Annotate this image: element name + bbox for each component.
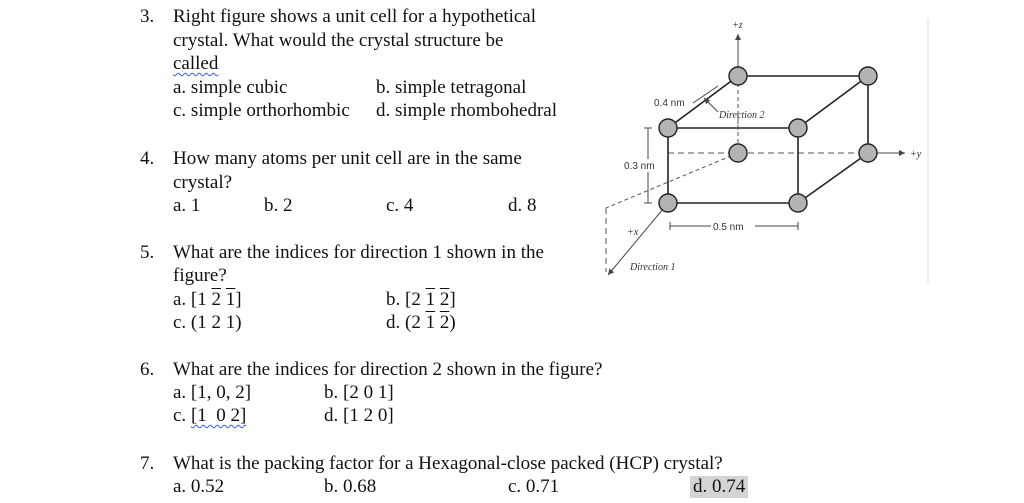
- x-axis-label: +x: [627, 227, 639, 238]
- unit-cell-figure: [590, 10, 930, 285]
- q7-option-c: c. 0.71: [508, 476, 560, 497]
- q5-option-d: d. (2 1 2): [386, 312, 456, 333]
- q3-option-a: a. simple cubic: [173, 77, 288, 98]
- q3-option-b: b. simple tetragonal: [376, 77, 527, 98]
- q3-option-c: c. simple orthorhombic: [173, 100, 350, 121]
- y-axis-label: +y: [910, 149, 922, 160]
- q4-option-a: a. 1: [173, 195, 201, 216]
- q7-option-b: b. 0.68: [324, 476, 377, 497]
- q7-number: 7.: [140, 453, 155, 474]
- atoms: [659, 67, 877, 212]
- q5-text-line2: figure?: [173, 265, 227, 286]
- atom: [729, 144, 747, 162]
- direction-2-label: Direction 2: [719, 110, 765, 121]
- q4-text-line2: crystal?: [173, 172, 233, 193]
- q5-text-line1: What are the indices for direction 1 shown in the: [173, 242, 544, 263]
- dim-left-label: 0.3 nm: [624, 161, 655, 172]
- dim-bottom-label: 0.5 nm: [713, 222, 744, 233]
- q6-text-line1: What are the indices for direction 2 shown in the figure?: [173, 359, 603, 380]
- atom: [859, 67, 877, 85]
- q6-option-d: d. [1 2 0]: [324, 405, 394, 426]
- atom: [789, 119, 807, 137]
- q4-option-d: d. 8: [508, 195, 537, 216]
- z-axis-label: +z: [732, 20, 743, 31]
- q6-number: 6.: [140, 359, 155, 380]
- q3-text-line1: Right figure shows a unit cell for a hypothetical: [173, 6, 537, 27]
- q6-option-a: a. [1, 0, 2]: [173, 382, 252, 403]
- cell-edges: [668, 76, 868, 203]
- atom: [729, 67, 747, 85]
- atom: [789, 194, 807, 212]
- q7-option-a: a. 0.52: [173, 476, 225, 497]
- atom: [659, 194, 677, 212]
- q7-option-d: d. 0.74: [690, 476, 748, 498]
- q4-text-line1: How many atoms per unit cell are in the same: [173, 148, 522, 169]
- q3-text-line3: called: [173, 53, 219, 74]
- q5-option-a: a. [1 2 1]: [173, 289, 242, 310]
- dim-top-label: 0.4 nm: [654, 98, 685, 109]
- atom: [859, 144, 877, 162]
- q5-option-c: c. (1 2 1): [173, 312, 242, 333]
- direction-1-label: Direction 1: [630, 262, 676, 273]
- q6-option-c: c. [1 0 2]: [173, 405, 247, 426]
- q5-number: 5.: [140, 242, 155, 263]
- q4-number: 4.: [140, 148, 155, 169]
- q7-text-line1: What is the packing factor for a Hexagonal-close packed (HCP) crystal?: [173, 453, 723, 474]
- q4-option-b: b. 2: [264, 195, 293, 216]
- direction-2-arrow: [704, 98, 718, 112]
- q3-option-d: d. simple rhombohedral: [376, 100, 557, 121]
- q3-number: 3.: [140, 6, 155, 27]
- q5-option-b: b. [2 1 2]: [386, 289, 456, 310]
- atom: [659, 119, 677, 137]
- q6-option-b: b. [2 0 1]: [324, 382, 394, 403]
- q3-text-line2: crystal. What would the crystal structure be: [173, 30, 504, 51]
- q4-option-c: c. 4: [386, 195, 414, 216]
